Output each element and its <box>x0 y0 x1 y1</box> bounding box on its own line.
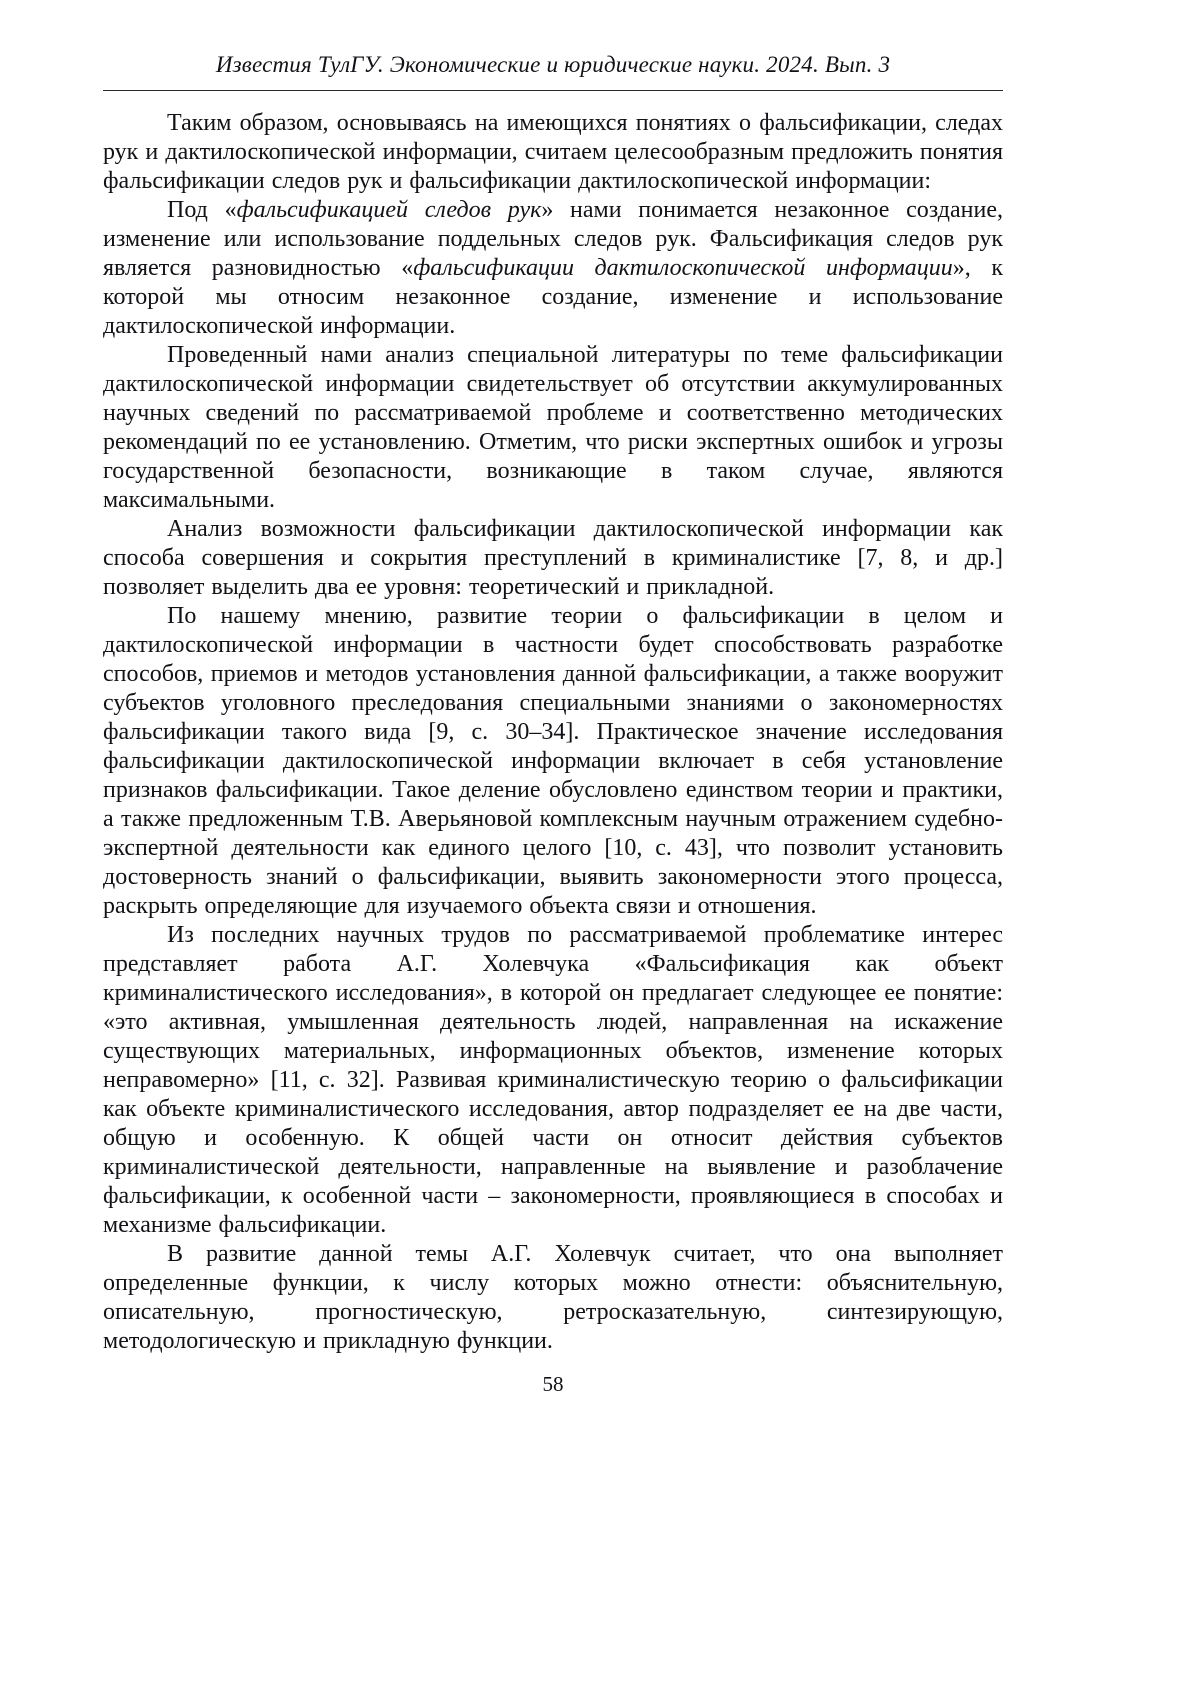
paragraph <box>103 1240 1003 1356</box>
text-segment: » нами понимается незаконное создание, изменение или использование поддельных следов рук. Фальсификация следов рук является разновидностью « <box>103 197 1003 281</box>
text-segment: фальсификацией следов рук <box>236 197 542 223</box>
paragraph <box>103 109 1003 196</box>
text-segment: Проведенный нами анализ специальной литературы по теме фальсификации дактилоскопической информации свидетельствует об отсутствии аккумулированных научных сведений по рассматриваемой проблеме и соответственно методических рекомендаций по ее установлению. Отметим, что риски экспертных ошибок и угрозы государственной безопасности, возникающие в таком случае, являются максимальными. <box>103 342 1003 513</box>
paragraph <box>103 602 1003 921</box>
article-body <box>103 109 1003 1356</box>
page-number: 58 <box>542 1372 564 1396</box>
paragraph <box>103 515 1003 602</box>
text-segment: По нашему мнению, развитие теории о фальсификации в целом и дактилоскопической информации в частности будет способствовать разработке способов, приемов и методов установления данной фальсификации, а также вооружит субъектов уголовного преследования специальными знаниями о закономерностях фальсификации такого вида [9, с. 30–34]. Практическое значение исследования фальсификации дактилоскопической информации включает в себя установление признаков фальсификации. Такое деление обусловлено единством теории и практики, а также предложенным Т.В. Аверьяновой комплексным научным отражением судебно-экспертной деятельности как единого целого [10, с. 43], что позволит установить достоверность знаний о фальсификации, выявить закономерности этого процесса, раскрыть определяющие для изучаемого объекта связи и отношения. <box>103 603 1003 919</box>
text-segment: Анализ возможности фальсификации дактилоскопической информации как способа совершения и сокрытия преступлений в криминалистике [7, 8, и др.] позволяет выделить два ее уровня: теоретический и прикладной. <box>103 516 1003 600</box>
text-segment: », к которой мы относим незаконное создание, изменение и использование дактилоскопической информации. <box>103 255 1004 339</box>
paragraph <box>103 921 1003 1240</box>
text-segment: Таким образом, основываясь на имеющихся понятиях о фальсификации, следах рук и дактилоскопической информации, считаем целесообразным предложить понятия фальсификации следов рук и фальсификации дактилоскопической информации: <box>103 110 1003 194</box>
paragraph <box>103 341 1003 515</box>
running-head: Известия ТулГУ. Экономические и юридические науки. 2024. Вып. 3 <box>103 52 1003 91</box>
text-segment: Под « <box>167 197 237 223</box>
journal-page <box>103 0 1003 1397</box>
text-segment: Из последних научных трудов по рассматриваемой проблематике интерес представляет работа А.Г. Холевчука «Фальсификация как объект криминалистического исследования», в которой он предлагает следующее ее понятие: «это активная, умышленная деятельность людей, направленная на искажение существующих материальных, информационных объектов, изменение которых неправомерно» [11, с. 32]. Развивая криминалистическую теорию о фальсификации как объекте криминалистического исследования, автор подразделяет ее на две части, общую и особенную. К общей части он относит действия субъектов криминалистической деятельности, направленные на выявление и разоблачение фальсификации, к особенной части – закономерности, проявляющиеся в способах и механизме фальсификации. <box>103 922 1003 1238</box>
paragraph <box>103 196 1003 341</box>
text-segment: В развитие данной темы А.Г. Холевчук считает, что она выполняет определенные функции, к числу которых можно отнести: объяснительную, описательную, прогностическую, ретросказательную, синтезирующую, методологическую и прикладную функции. <box>103 1241 1003 1354</box>
text-segment: фальсификации дактилоскопической информации <box>413 255 953 281</box>
